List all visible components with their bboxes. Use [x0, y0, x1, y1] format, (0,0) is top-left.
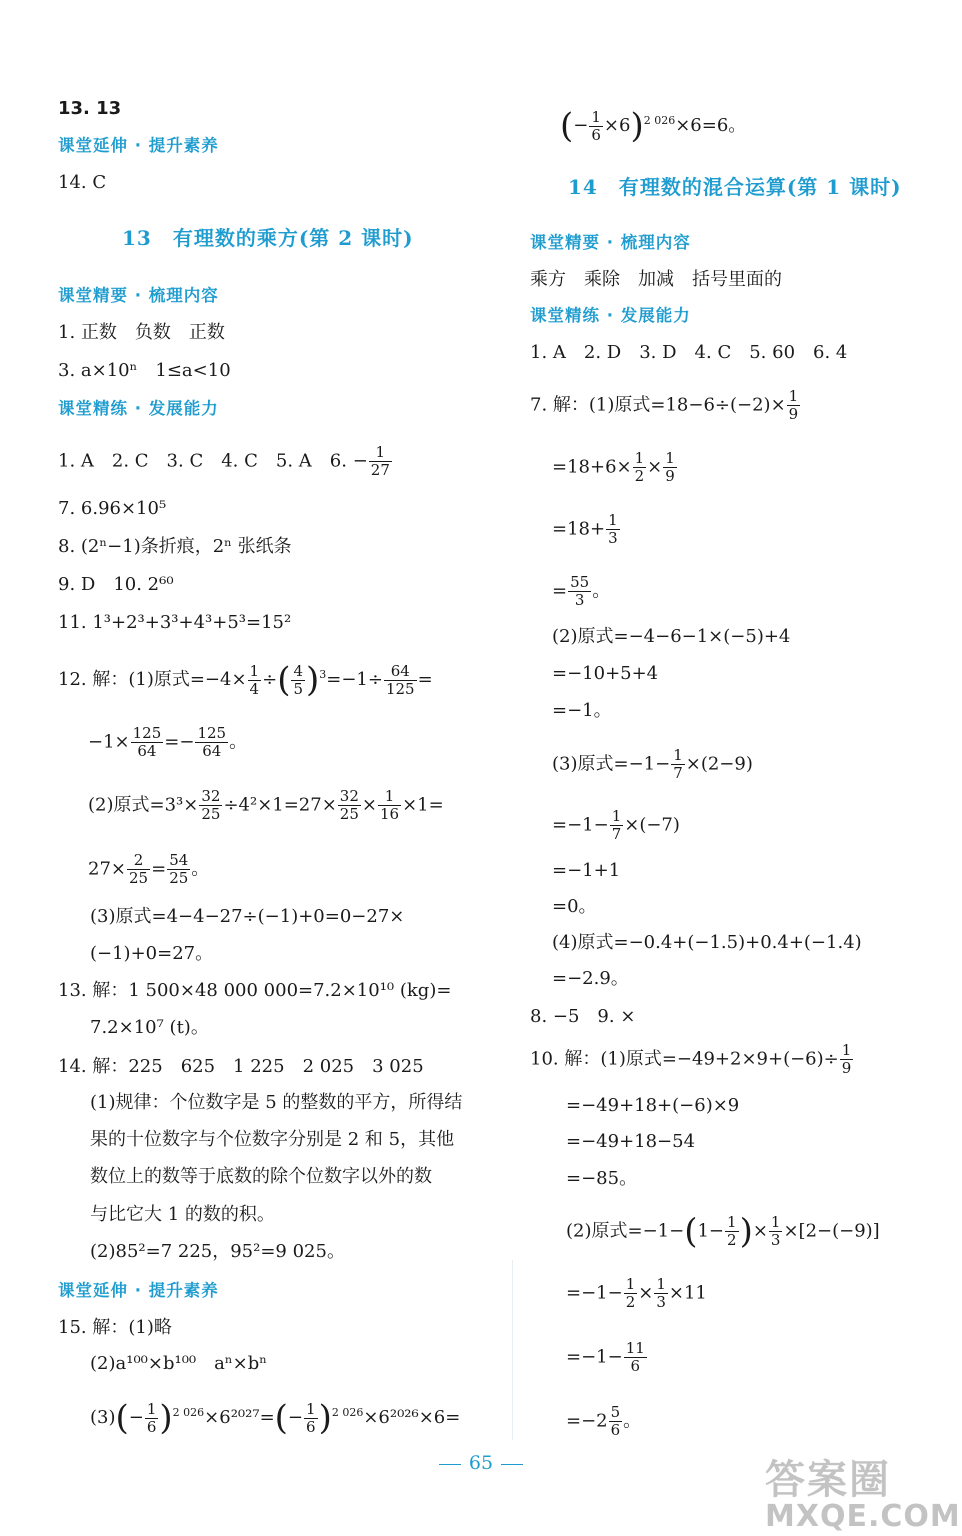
answer-line: (2)85²=7 225，95²=9 025。: [90, 1241, 345, 1262]
fraction: $\frac{55}{3}$: [570, 573, 590, 609]
fraction: $\frac{1}{16}$: [379, 787, 400, 823]
fraction: $\frac{1}{9}$: [665, 449, 675, 485]
fraction: $\frac{1}{6}$: [591, 107, 601, 144]
section-heading: 课堂精要 · 梳理内容: [530, 233, 691, 252]
section-heading: 课堂精要 · 梳理内容: [58, 286, 219, 305]
answer-line: 11. 1³+2³+3³+4³+5³=15²: [58, 612, 292, 633]
fraction: $\frac{5}{6}$: [610, 1403, 621, 1439]
fraction: $\frac{1}{9}$: [841, 1041, 852, 1077]
answer-line: 15. 解：(1)略: [58, 1317, 172, 1338]
answer-line: 8. (2ⁿ−1)条折痕，2ⁿ 张纸条: [58, 536, 292, 557]
fraction: $\frac{1}{2}$: [625, 1275, 636, 1311]
fraction: $\frac{2}{25}$: [129, 851, 149, 887]
fraction: $\frac{64}{125}$: [385, 661, 415, 698]
answer-line: =−1− $\frac{1}{2}$ × $\frac{1}{3}$ ×11: [566, 1275, 707, 1311]
watermark-logo: 答案圈 MXQE.COM: [765, 1457, 961, 1534]
answer-line: (−1)+0=27。: [90, 943, 214, 964]
answer-line: 数位上的数等于底数的除个位数字以外的数: [90, 1166, 432, 1187]
lesson-title: 13 有理数的乘方(第 2 课时): [122, 226, 414, 250]
section-heading: 课堂延伸 · 提升素养: [58, 136, 219, 155]
answer-line: 14. C: [58, 172, 107, 193]
answer-line: (3)(− $\frac{1}{6}$ )$^{2 026}$×6²⁰²⁷=(− $\frac{1}{6}$ )$^{2 026}$×6²⁰²⁶×6=: [90, 1398, 461, 1438]
answer-line: (3)原式=4−4−27÷(−1)+0=0−27×: [90, 906, 405, 927]
fraction: $\frac{11}{6}$: [625, 1339, 645, 1375]
answer-line: (− $\frac{1}{6}$ ×6)$^{2 026}$×6=6。: [560, 106, 747, 146]
answer-line: 7. 6.96×10⁵: [58, 498, 167, 519]
column-divider: [512, 1260, 513, 1440]
fraction: $\frac{1}{2}$: [634, 449, 645, 485]
answer-line: (2)原式=3³× $\frac{32}{25}$ ÷4²×1=27× $\frac{32}{25}$ × $\frac{1}{16}$ ×1=: [88, 787, 444, 823]
fraction: $\frac{1}{6}$: [146, 1399, 157, 1436]
answer-line: =−10+5+4: [552, 663, 659, 684]
answer-line: 7.2×10⁷ (t)。: [90, 1017, 209, 1038]
answer-line: 10. 解：(1)原式=−49+2×9+(−6)÷ $\frac{1}{9}$: [530, 1041, 852, 1077]
section-heading: 课堂精练 · 发展能力: [530, 306, 691, 325]
answer-line: =−1+1: [552, 860, 621, 881]
fraction: $\frac{1}{3}$: [770, 1213, 781, 1249]
answer-line: =−49+18+(−6)×9: [566, 1095, 740, 1116]
answer-line: =−1− $\frac{11}{6}$: [566, 1339, 645, 1375]
answer-line: 12. 解：(1)原式=−4× $\frac{1}{4}$ ÷( $\frac{4}{5}$ )$^3$=−1÷ $\frac{64}{125}$ =: [58, 660, 433, 700]
answer-line: (3)原式=−1− $\frac{1}{7}$ ×(2−9): [552, 746, 753, 782]
answer-line: 1. A 2. C 3. C 4. C 5. A 6. − $\frac{1}{27}$: [58, 443, 390, 479]
answer-line: 1. 正数 负数 正数: [58, 322, 225, 343]
answer-line: (2)原式=−4−6−1×(−5)+4: [552, 626, 791, 647]
answer-line: 27× $\frac{2}{25}$ = $\frac{54}{25}$ 。: [88, 851, 210, 887]
section-heading: 课堂精练 · 发展能力: [58, 399, 219, 418]
answer-line: =−85。: [566, 1168, 638, 1189]
fraction: $\frac{1}{3}$: [656, 1275, 666, 1311]
fraction: $\frac{1}{3}$: [608, 511, 618, 547]
answer-line: 1. A 2. D 3. D 4. C 5. 60 6. 4: [530, 342, 848, 363]
answer-line: (4)原式=−0.4+(−1.5)+0.4+(−1.4): [552, 932, 862, 953]
answer-line: =18+ $\frac{1}{3}$: [552, 511, 618, 547]
answer-line: =−1− $\frac{1}{7}$ ×(−7): [552, 807, 680, 843]
answer-line: =18+6× $\frac{1}{2}$ × $\frac{1}{9}$: [552, 449, 675, 485]
page-number: 65: [468, 1452, 494, 1474]
fraction: $\frac{1}{6}$: [306, 1399, 316, 1436]
answer-line: 13. 13: [58, 98, 122, 119]
answer-line: =−49+18−54: [566, 1131, 696, 1152]
answer-line: (1)规律：个位数字是 5 的整数的平方，所得结: [90, 1092, 463, 1113]
fraction: $\frac{1}{7}$: [673, 746, 683, 782]
fraction: $\frac{32}{25}$: [201, 787, 221, 823]
answer-line: 果的十位数字与个位数字分别是 2 和 5，其他: [90, 1129, 455, 1150]
fraction: $\frac{4}{5}$: [293, 661, 303, 698]
lesson-title: 14 有理数的混合运算(第 1 课时): [568, 175, 902, 199]
answer-line: 7. 解：(1)原式=18−6÷(−2)× $\frac{1}{9}$: [530, 387, 799, 423]
answer-line: = $\frac{55}{3}$ 。: [552, 573, 611, 609]
section-heading: 课堂延伸 · 提升素养: [58, 1281, 219, 1300]
fraction: $\frac{1}{7}$: [611, 807, 622, 843]
fraction: $\frac{1}{4}$: [249, 661, 260, 698]
fraction: $\frac{1}{27}$: [370, 443, 390, 479]
answer-line: 9. D 10. 2⁶⁰: [58, 574, 174, 595]
answer-line: (2)原式=−1−(1− $\frac{1}{2}$ )× $\frac{1}{3}$ ×[2−(−9)]: [566, 1211, 880, 1252]
answer-line: (2)a¹⁰⁰×b¹⁰⁰ aⁿ×bⁿ: [90, 1353, 268, 1374]
answer-line: 14. 解：225 625 1 225 2 025 3 025: [58, 1056, 424, 1077]
fraction: $\frac{54}{25}$: [169, 851, 189, 887]
answer-line: −1× $\frac{125}{64}$ =− $\frac{125}{64}$ 。: [88, 724, 248, 760]
answer-line: =−2.9。: [552, 968, 629, 989]
answer-line: =−2 $\frac{5}{6}$ 。: [566, 1403, 642, 1439]
fraction: $\frac{125}{64}$: [197, 724, 227, 760]
fraction: $\frac{1}{2}$: [727, 1213, 737, 1249]
answer-line: 与比它大 1 的数的积。: [90, 1204, 275, 1225]
answer-line: =−1。: [552, 700, 612, 721]
answer-line: 乘方 乘除 加减 括号里面的: [530, 269, 782, 290]
answer-line: =0。: [552, 896, 597, 917]
answer-line: 8. −5 9. ×: [530, 1006, 636, 1027]
fraction: $\frac{32}{25}$: [339, 787, 359, 823]
fraction: $\frac{1}{9}$: [788, 387, 799, 423]
answer-line: 13. 解：1 500×48 000 000=7.2×10¹⁰ (kg)=: [58, 980, 452, 1001]
answer-line: 3. a×10ⁿ 1≤a<10: [58, 360, 231, 381]
fraction: $\frac{125}{64}$: [132, 724, 162, 760]
